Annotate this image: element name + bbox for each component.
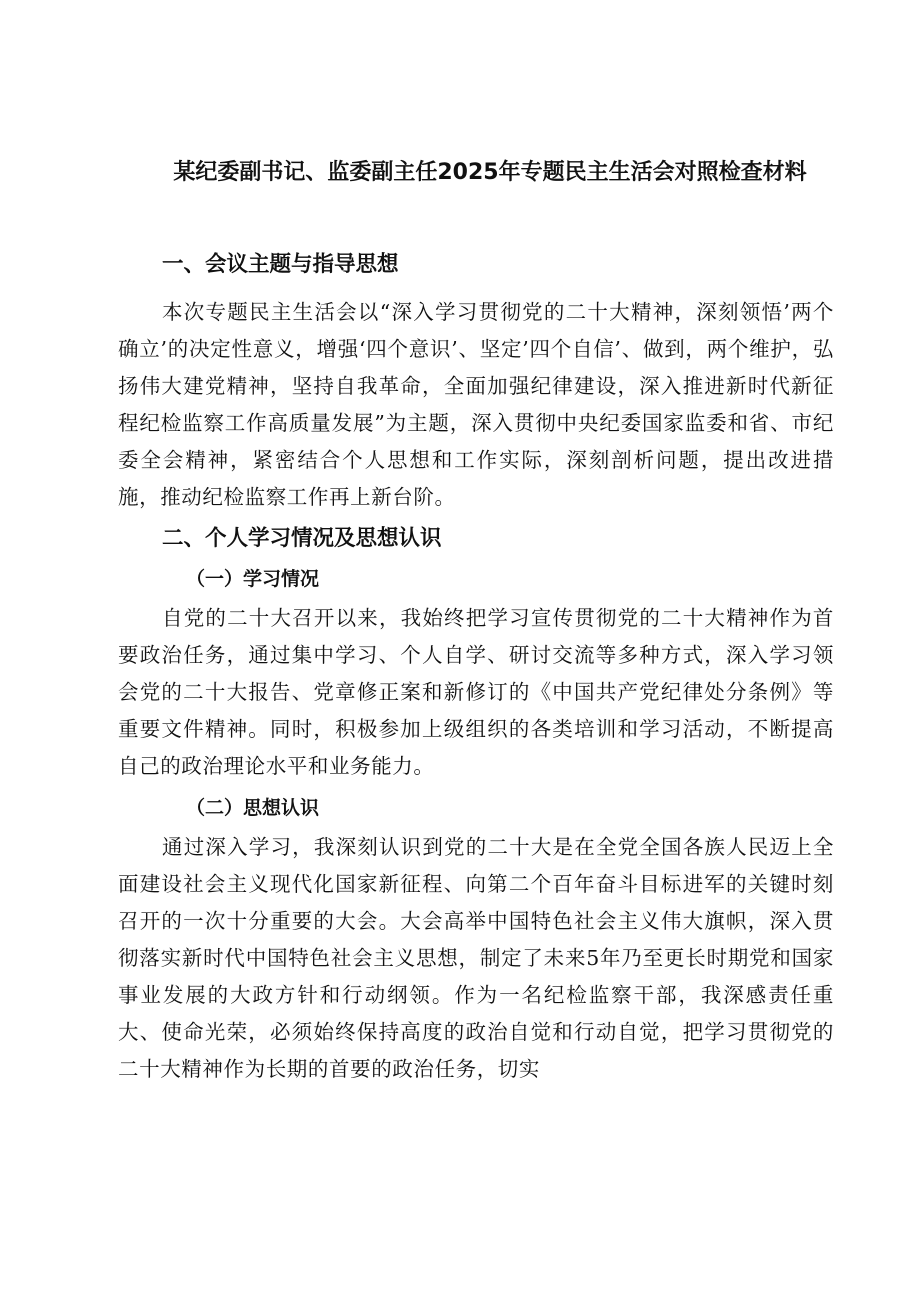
subsection-heading-thought: （二）思想认识: [186, 797, 320, 819]
subsection-paragraph-study: 自党的二十大召开以来，我始终把学习宣传贯彻党的二十大精神作为首要政治任务，通过集中学习、个人自学、研讨交流等多种方式，深入学习领会党的二十大报告、党章修正案和新修订的《中国共产党纪律处分条例》等重要文件精神。同时，积极参加上级组织的各类培训和学习活动，不断提高自己的政治理论水平和业务能力。: [118, 606, 834, 778]
document-title: 某纪委副书记、监委副主任2025年专题民主生活会对照检查材料: [173, 160, 807, 185]
section-heading-theme: 一、会议主题与指导思想: [162, 252, 399, 277]
subsection-heading-study: （一）学习情况: [186, 568, 320, 590]
section-heading-study: 二、个人学习情况及思想认识: [162, 526, 442, 551]
subsection-paragraph-thought: 通过深入学习，我深刻认识到党的二十大是在全党全国各族人民迈上全面建设社会主义现代化国家新征程、向第二个百年奋斗目标进军的关键时刻召开的一次十分重要的大会。大会高举中国特色社会主义伟大旗帜，深入贯彻落实新时代中国特色社会主义思想，制定了未来5年乃至更长时期党和国家事业发展的大政方针和行动纲领。作为一名纪检监察干部，我深感责任重大、使命光荣，必须始终保持高度的政治自觉和行动自觉，把学习贯彻党的二十大精神作为长期的首要的政治任务，切实: [118, 835, 834, 1081]
section-paragraph-theme: 本次专题民主生活会以“深入学习贯彻党的二十大精神，深刻领悟’两个确立’的决定性意义，增强‘四个意识’、坚定’四个自信’、做到，两个维护，弘扬伟大建党精神，坚持自我革命，全面加强纪律建设，深入推进新时代新征程纪检监察工作高质量发展”为主题，深入贯彻中央纪委国家监委和省、市纪委全会精神，紧密结合个人思想和工作实际，深刻剖析问题，提出改进措施，推动纪检监察工作再上新台阶。: [118, 300, 834, 509]
document-body: [118, 250, 834, 1088]
